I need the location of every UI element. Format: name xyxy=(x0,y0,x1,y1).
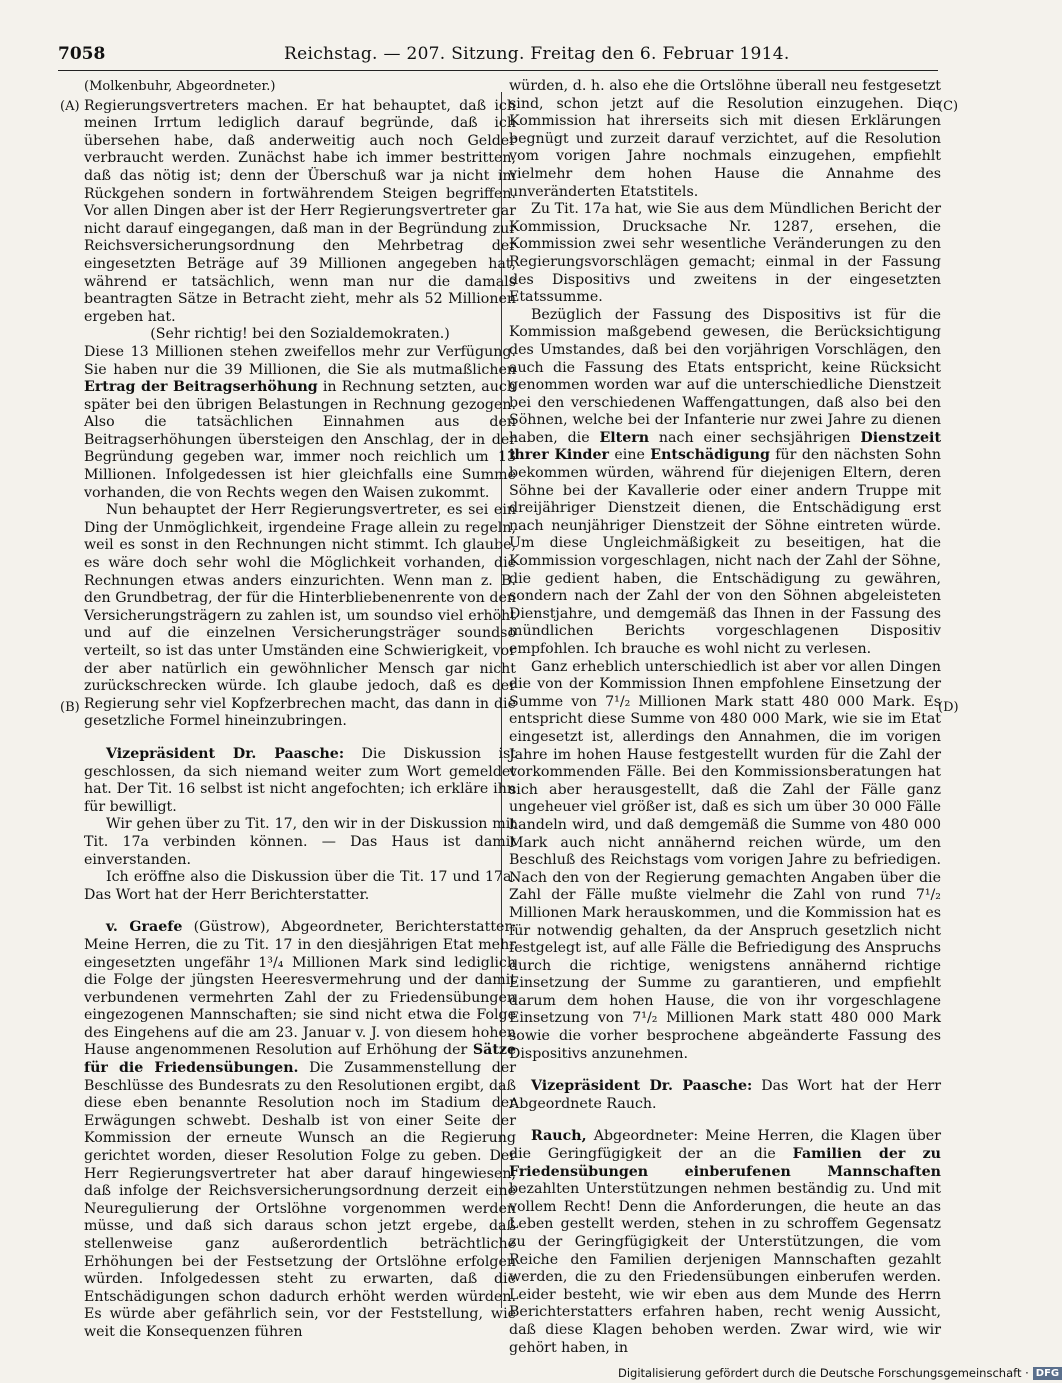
paragraph: Zu Tit. 17a hat, wie Sie aus dem Mündlichen Bericht der Kommission, Drucksache Nr. 1287, ersehen, die Kommission zwei sehr wesentliche Veränderungen zu den Regierungsvorschlägen gemacht; einmal in der Fassung des Dispositivs und zweitens in der eingesetzten Etatssumme. xyxy=(509,201,941,306)
margin-mark-b: (B) xyxy=(60,700,80,715)
emphasis: Eltern xyxy=(599,429,650,446)
left-column xyxy=(84,78,516,1342)
paragraph: Wir gehen über zu Tit. 17, den wir in der Diskussion mit Tit. 17a verbinden können. — Das Haus ist damit einverstanden. xyxy=(84,816,516,868)
paragraph: Diese 13 Millionen stehen zweifellos mehr zur Verfügung. Sie haben nur die 39 Millionen, die Sie als mutmaßlichen Ertrag der Beitragserhöhung in Rechnung setzten, auch später bei den übrigen Belastungen in Rechnung gezogen. Also die tatsächlichen Einnahmen aus den Beitragserhöhungen übersteigen den Anschlag, der in der Begründung gegeben war, immer noch reichlich um 13 Millionen. Infolgedessen ist hier gleichfalls eine Summe vorhanden, die von Rechts wegen den Waisen zukommt. xyxy=(84,343,516,501)
speaker-name: Vizepräsident Dr. Paasche: xyxy=(531,1078,753,1095)
margin-mark-c: (C) xyxy=(938,99,959,114)
emphasis: Entschädigung xyxy=(650,447,770,464)
page-number: 7058 xyxy=(58,44,106,64)
interjection: (Sehr richtig! bei den Sozialdemokraten.) xyxy=(150,326,450,343)
dfg-logo: DFG xyxy=(1033,1367,1062,1380)
speaker-continuation-tag: (Molkenbuhr, Abgeordneter.) xyxy=(84,79,276,94)
session-title: Reichstag. — 207. Sitzung. Freitag den 6. Februar 1914. xyxy=(284,44,790,64)
emphasis: Sätze für die Friedensübungen. xyxy=(84,1042,516,1077)
margin-mark-d: (D) xyxy=(938,700,959,715)
speaker-name: Vizepräsident Dr. Paasche: xyxy=(106,745,345,762)
paragraph: würden, d. h. also ehe die Ortslöhne überall neu festgesetzt sind, schon jetzt auf die Resolution einzugehen. Die Kommission hat ihrerseits sich mit diesen Erklärungen begnügt und zurzeit darauf verzichtet, auf die Resolution vom vorigen Jahre nochmals einzugehen, empfiehlt vielmehr dem hohen Hause die Annahme des unveränderten Etatstitels. xyxy=(509,78,941,200)
speaker-name: Rauch, xyxy=(531,1128,587,1145)
right-column xyxy=(509,78,941,1357)
speaker-paragraph: Rauch, Abgeordneter: Meine Herren, die Klagen über die Geringfügigkeit der an die Familien der zu Friedensübungen einberufenen Mannschaften bezahlten Unterstützungen nehmen beständig zu. Und mit vollem Recht! Denn die Anforderungen, die heute an das Leben gestellt werden, stehen in zu schroffem Gegensatz zu der Geringfügigkeit der Unterstützungen, die vom Reiche den Familien derjenigen Mannschaften gezahlt werden, die zu den Friedensübungen einberufen werden. Leider besteht, wie wir eben aus dem Munde des Herrn Berichterstatters erfahren haben, recht wenig Aussicht, daß diese Klagen behoben werden. Zwar wird, wie wir gehört haben, in xyxy=(509,1128,941,1356)
digitization-credit xyxy=(618,1366,1060,1383)
running-head xyxy=(58,42,938,71)
emphasis: Dienstzeit ihrer Kinder xyxy=(509,429,941,464)
speaker-paragraph: Vizepräsident Dr. Paasche: Die Diskussion ist geschlossen, da sich niemand weiter zum Wort gemeldet hat. Der Tit. 16 selbst ist nicht angefochten; ich erkläre ihn für bewilligt. xyxy=(84,745,516,815)
paragraph: Nun behauptet der Herr Regierungsvertreter, es sei ein Ding der Unmöglichkeit, irgendeine Frage allein zu regeln, weil es sonst in den Rechnungen nicht stimmt. Ich glaube, es wäre doch sehr wohl die Möglichkeit vorhanden, die Rechnungen etwas anders einzurichten. Wenn man z. B. den Grundbetrag, der für die Hinterbliebenenrente von den Versicherungsträgern zu zahlen ist, um soundso viel erhöht und auf die einzelnen Versicherungsträger soundso verteilt, so ist das unter Umständen eine Schwierigkeit, vor der aber natürlich ein gewöhnlicher Mensch gar nicht zurückschrecken würde. Ich glaube jedoch, daß es der Regierung sehr viel Kopfzerbrechen macht, das dann in die gesetzliche Formel hineinzubringen. xyxy=(84,502,516,730)
speaker-paragraph: v. Graefe (Güstrow), Abgeordneter, Berichterstatter: Meine Herren, die zu Tit. 17 in den diesjährigen Etat mehr eingesetzten ungefähr 1³/₄ Millionen Mark sind lediglich die Folge der jüngsten Heeresvermehrung und der damit verbundenen vermehrten Zahl der zu Friedensübungen eingezogenen Mannschaften; sie sind nicht etwa die Folge des Eingehens auf die am 23. Januar v. J. von diesem hohen Hause angenommenen Resolution auf Erhöhung der Sätze für die Friedensübungen. Die Zusammenstellung der Beschlüsse des Bundesrats zu den Resolutionen ergibt, daß diese eben benannte Resolution noch im Stadium der Erwägungen schwebt. Deshalb ist von einer Seite der Kommission der erneute Wunsch an die Regierung gerichtet worden, dieser Resolution Folge zu geben. Der Herr Regierungsvertreter hat aber darauf hingewiesen, daß infolge der Reichsversicherungsordnung derzeit eine Neuregulierung der Ortslöhne vorgenommen werden müsse, und daß sich daraus schon jetzt ergebe, daß stellenweise ganz außerordentlich beträchtliche Erhöhungen bei der Festsetzung der Ortslöhne erfolgen würden. Infolgedessen steht zu erwarten, daß die Entschädigungen schon dadurch erhöht werden würden. Es würde aber gefährlich sein, vor der Feststellung, wie weit die Konsequenzen führen xyxy=(84,919,517,1340)
emphasis: Ertrag der Beitragserhöhung xyxy=(84,379,318,396)
paragraph: Bezüglich der Fassung des Dispositivs ist für die Kommission maßgebend gewesen, die Berücksichtigung des Umstandes, daß bei den vorjährigen Vorschlägen, den auch die Fassung des Etats entspricht, keine Rücksicht genommen worden war auf die unterschiedliche Dienstzeit bei den verschiedenen Waffengattungen, daß also bei den Söhnen, welche bei der Infanterie nur zwei Jahre zu dienen haben, die Eltern nach einer sechsjährigen Dienstzeit ihrer Kinder eine Entschädigung für den nächsten Sohn bekommen würden, während für diejenigen Eltern, deren Söhne bei der Kavallerie oder einer andern Truppe mit dreijähriger Dienstzeit dienen, die Entschädigung erst nach neunjähriger Dienstzeit der Söhne eintreten würde. Um diese Ungleichmäßigkeit zu beseitigen, hat die Kommission vorgeschlagen, nicht nach der Zahl der Söhne, die gedient haben, die Entschädigung zu gewähren, sondern nach der Zahl der von den Söhnen abgeleisteten Dienstjahre, und demgemäß das Ihnen in der Fassung des mündlichen Berichts vorgeschlagenen Dispositiv empfohlen. Ich brauche es wohl nicht zu verlesen. xyxy=(509,306,942,657)
paragraph: Ganz erheblich unterschiedlich ist aber vor allen Dingen die von der Kommission Ihnen empfohlene Einsetzung der Summe von 7¹/₂ Millionen Mark statt 480 000 Mark. Es entspricht diese Summe von 480 000 Mark, wie sie im Etat eingesetzt ist, allerdings den Annahmen, die im vorigen Jahre im hohen Hause festgestellt wurden für die Zahl der vorkommenden Fälle. Bei den Kommissionsberatungen hat sich aber herausgestellt, daß die Zahl der Fälle ganz ungeheuer viel größer ist, daß es sich um über 30 000 Fälle handeln wird, und daß demgemäß die Summe von 480 000 Mark auch nicht annähernd reichen würde, um den Beschluß des Reichstags vom vorigen Jahre zu befriedigen. Nach den von der Regierung gemachten Angaben über die Zahl der Fälle mußte vielmehr die Zahl von rund 7¹/₂ Millionen Mark herauskommen, und die Kommission hat es für notwendig gehalten, da der Anspruch gesetzlich nicht festgelegt ist, auf alle Fälle die Befriedigung des Anspruchs durch die richtige, wenigstens annähernd richtige Einsetzung der Summe zu garantieren, und empfiehlt darum dem hohen Hause, die von ihr vorgeschlagene Einsetzung von 7¹/₂ Millionen Mark statt 480 000 Mark sowie die vorher besprochene abgeänderte Fassung des Dispositivs anzunehmen. xyxy=(509,658,941,1062)
speaker-name: v. Graefe xyxy=(106,919,183,936)
paragraph: Ich eröffne also die Diskussion über die Tit. 17 und 17a. Das Wort hat der Herr Berichterstatter. xyxy=(84,869,516,903)
emphasis: Familien der zu Friedensübungen einberufenen Mannschaften xyxy=(509,1146,941,1180)
margin-mark-a: (A) xyxy=(60,99,80,114)
speaker-paragraph: Vizepräsident Dr. Paasche: Das Wort hat der Herr Abgeordnete Rauch. xyxy=(509,1078,941,1112)
paragraph: Regierungsvertreters machen. Er hat behauptet, daß ich meinen Irrtum lediglich darauf begründe, daß ich übersehen habe, daß anderweitig auch noch Gelder verbraucht werden. Zunächst habe ich immer bestritten, daß das nötig ist; denn der Überschuß war ja nicht im Rückgehen sondern in fortwährendem Steigen begriffen. Vor allen Dingen aber ist der Herr Regierungsvertreter gar nicht darauf eingegangen, daß man in der Begründung zur Reichsversicherungsordnung den Mehrbetrag der eingesetzten Beträge auf 39 Millionen angegeben hat, während er tatsächlich, wenn man nur die damals beantragten Sätze in Betracht zieht, mehr als 52 Millionen ergeben hat. xyxy=(84,97,516,325)
credit-text: Digitalisierung gefördert durch die Deutsche Forschungsgemeinschaft · xyxy=(618,1366,1029,1380)
